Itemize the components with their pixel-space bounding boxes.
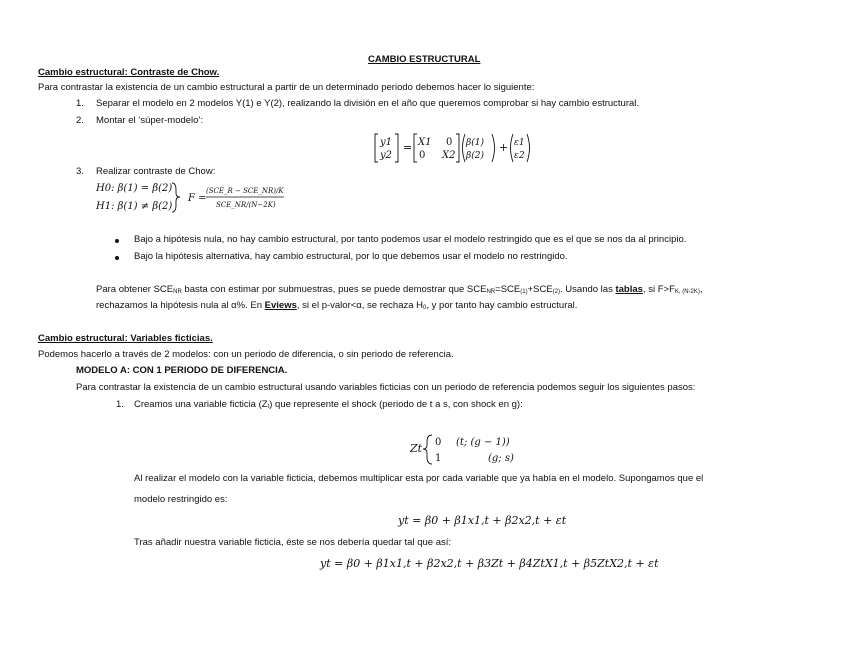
supermodel-y2: y2 <box>380 150 393 161</box>
model-a-intro: Para contrastar la existencia de un cambio estructural usando variables ficticias con un periodo de referencia podemos seguir los siguientes pasos: <box>76 382 696 393</box>
step-number: 1. <box>116 399 124 410</box>
supermodel-x1: X1 <box>418 137 432 148</box>
page-title: CAMBIO ESTRUCTURAL <box>368 54 481 65</box>
chow-paragraph-line2: rechazamos la hipótesis nula al α%. En Eviews, si el p-valor<α, se rechaza $H_0$, y por tanto hay cambio estructural. <box>96 300 578 311</box>
svg-text:=: = <box>403 141 413 154</box>
model-a-heading: MODELO A: CON 1 PERIODO DE DIFERENCIA. <box>76 365 288 376</box>
svg-text:+: + <box>499 141 509 154</box>
bullet-item-alt: Bajo la hipótesis alternativa, hay cambio estructural, por lo que debemos usar el modelo no restringido. <box>134 252 568 263</box>
section-intro-dummy: Podemos hacerlo a través de 2 modelos: con un periodo de diferencia, o sin periodo de referencia. <box>38 349 454 360</box>
dummy-paragraph-line3: Tras añadir nuestra variable ficticia, éste se nos debería quedar tal que así: <box>134 537 452 548</box>
zt-case2-value: 1 <box>435 453 442 464</box>
step-number: 2. <box>76 115 84 126</box>
f-lhs: F = <box>188 193 207 204</box>
supermodel-formula <box>372 131 532 165</box>
zt-case1-condition: (t; (g − 1)) <box>456 437 510 448</box>
supermodel-b2: β(2) <box>466 151 484 161</box>
section-heading-chow: Cambio estructural: Contraste de Chow. <box>38 67 220 78</box>
zt-name: Zt <box>410 442 423 455</box>
zt-case2-condition: (g; s) <box>488 453 514 464</box>
f-denominator: SCE_NR/(N−2K) <box>216 201 276 209</box>
dummy-paragraph-line1: Al realizar el modelo con la variable ficticia, debemos multiplicar esta por cada variable que ya había en el modelo. Supongamos que el <box>134 473 704 484</box>
h1-formula: H1: β(1) ≠ β(2) <box>96 201 173 212</box>
section-intro-chow: Para contrastar la existencia de un cambio estructural a partir de un determinado periodo debemos hacer lo siguiente: <box>38 82 535 93</box>
bullet-icon <box>115 239 119 243</box>
supermodel-e1: ε1 <box>514 138 525 148</box>
dummy-variable-definition <box>408 430 548 468</box>
supermodel-zero-b: 0 <box>419 150 426 161</box>
supermodel-x2: X2 <box>442 150 456 161</box>
h0-formula: H0: β(1) = β(2) <box>96 183 173 194</box>
supermodel-y1: y1 <box>380 137 393 148</box>
chow-hypotheses <box>94 178 294 216</box>
zt-case1-value: 0 <box>435 437 442 448</box>
full-model-formula: yt = β0 + β1x1,t + β2x2,t + β3Zt + β4ZtX1,t + β5ZtX2,t + εt <box>320 557 659 570</box>
step-text: Creamos una variable ficticia $(Z_t)$ que represente el shock (periodo de t a s, con shock en g): <box>134 399 523 410</box>
restricted-model-formula: yt = β0 + β1x1,t + β2x2,t + εt <box>398 514 567 527</box>
step-text: Realizar contraste de Chow: <box>96 166 216 177</box>
step-text: Separar el modelo en 2 modelos Y(1) e Y(2), realizando la división en el año que queremos comprobar si hay cambio estructural. <box>96 98 640 109</box>
chow-paragraph-line1: Para obtener $SCE_{NR}$ basta con estimar por submuestras, pues se puede demostrar que $SCE_{NR}=SCE_{(1)}+SCE_{(2)}$. Usando las tablas, si $F>F_{K, (N-2K)}$, <box>96 284 703 295</box>
step-number: 3. <box>76 166 84 177</box>
tablas-link[interactable]: tablas <box>615 284 643 295</box>
dummy-paragraph-line2: modelo restringido es: <box>134 494 228 505</box>
supermodel-zero-a: 0 <box>446 137 453 148</box>
supermodel-b1: β(1) <box>466 138 484 148</box>
bullet-icon <box>115 256 119 260</box>
f-numerator: (SCE_R − SCE_NR)/K <box>206 187 284 195</box>
supermodel-e2: ε2 <box>514 151 525 161</box>
section-heading-dummy: Cambio estructural: Variables ficticias. <box>38 333 213 344</box>
eviews-link[interactable]: Eviews <box>264 300 297 311</box>
bullet-item-null: Bajo a hipótesis nula, no hay cambio estructural, por tanto podemos usar el modelo restringido que es el que se nos da al principio. <box>134 235 686 246</box>
step-number: 1. <box>76 98 84 109</box>
step-text: Montar el ‘súper-modelo’: <box>96 115 204 126</box>
